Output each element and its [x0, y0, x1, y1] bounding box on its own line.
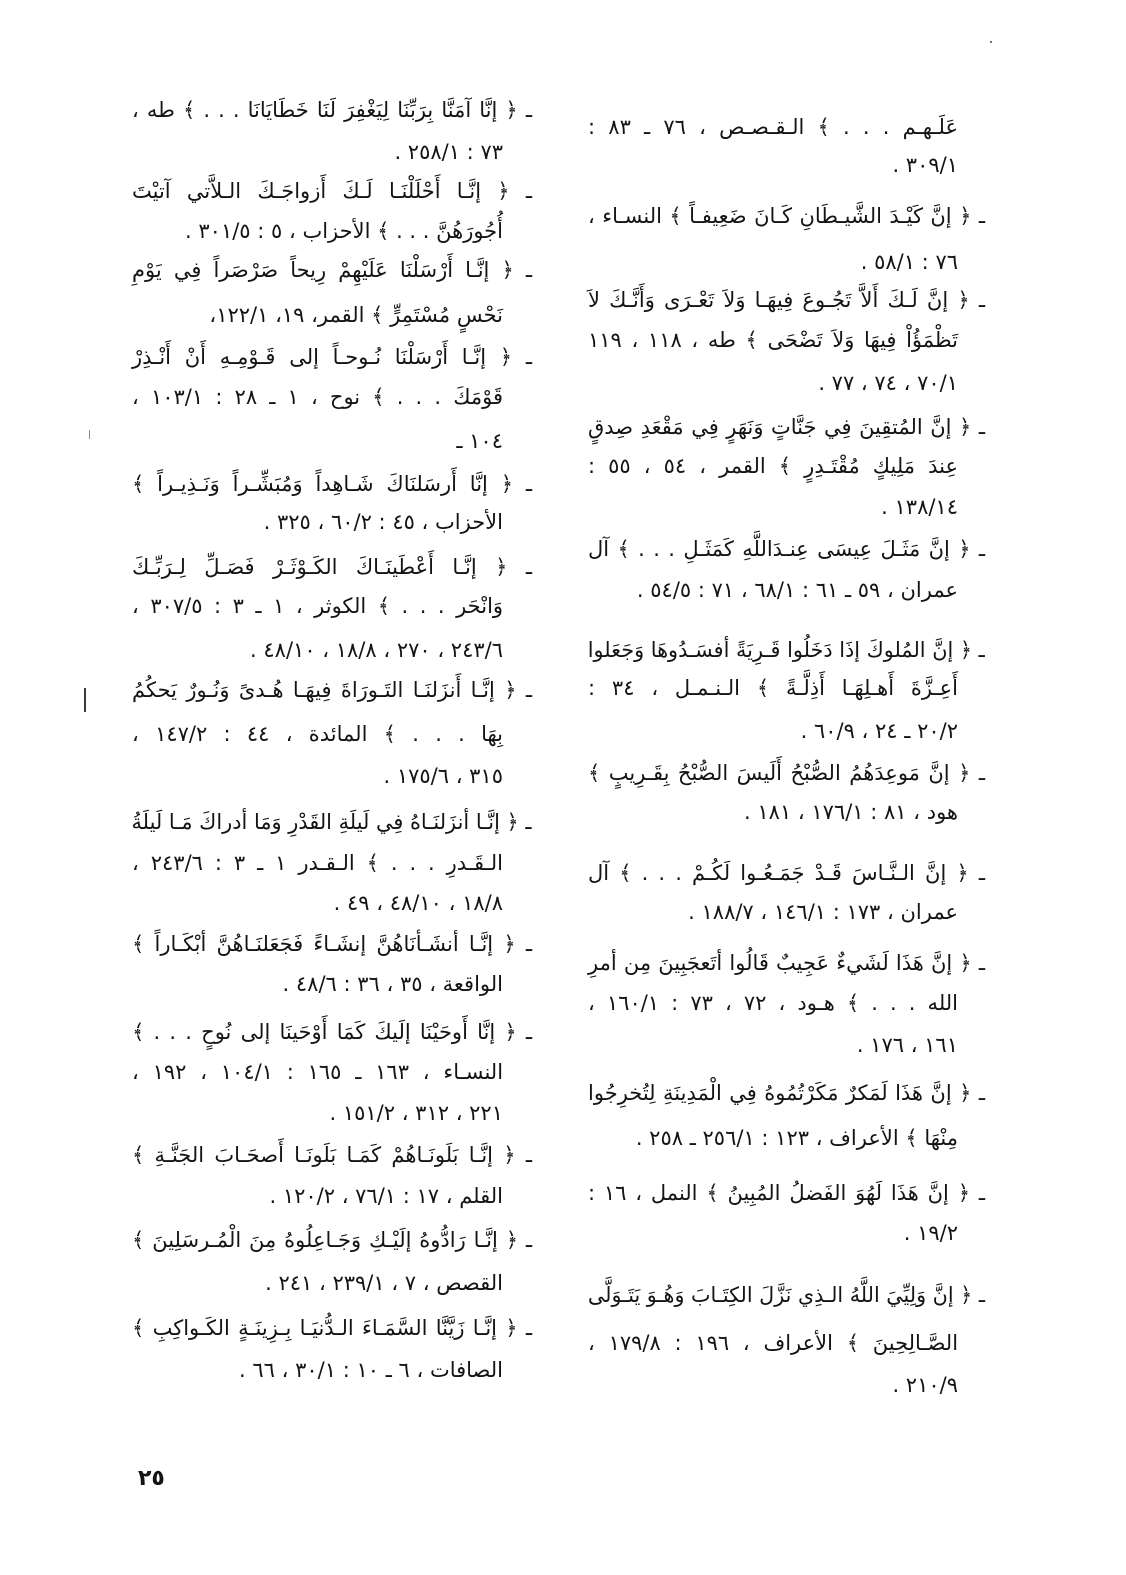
index-line-text: تَظْمَؤُاْ فِيهَا وَلاَ تَضْحَى ﴾ طه ، ١١٨ ، ١١٩ [587, 328, 958, 352]
scan-mark [990, 41, 992, 43]
index-line-text: قَوْمَكَ . . . ﴾ نوح ، ١ ـ ٢٨ : ١٠٣/١ ، [132, 385, 503, 409]
index-line [132, 337, 532, 377]
index-line [132, 464, 532, 504]
index-line-text: هود ، ٨١ : ١٧٦/١ ، ١٨١ . [744, 800, 958, 824]
index-line-text: ـ ﴿ إنَّ هَذَا لَمَكرٌ مَكَرْتُمُوهُ فِي الْمَدِينَةِ لِتُخرِجُوا [588, 1081, 985, 1105]
index-line-text: ـ ﴿ إنَّ هَذَا لَشَيءٌ عَجِيبٌ قَالُوا أتَعجَبِينَ مِن أمرِ [588, 951, 985, 975]
index-line-text: ـ ﴿ إنَّـا أَحْلَلْنَـا لَـكَ أَزواجَـكَ الـلاَّتي آتيْتَ [131, 179, 532, 203]
index-line-text: ٢٠/٢ ـ ٢٤ ، ٦٠/٩ . [800, 719, 958, 743]
index-line [132, 1350, 503, 1390]
index-line-text: ١٦١ ، ١٧٦ . [856, 1033, 958, 1057]
index-line [132, 90, 532, 130]
index-line-text: الصافات ، ٦ ـ ١٠ : ٣٠/١ ، ٦٦ . [239, 1358, 503, 1382]
index-line-text: ـ ﴿ إنَّا آمَنَّا بِرَبِّنَا لِيَغْفِرَ لَنَا خَطَايَانَا . . . ﴾ طه ، [132, 98, 532, 122]
index-line [132, 502, 503, 542]
index-line [132, 1176, 503, 1216]
index-line [132, 670, 532, 710]
index-line-text: عِندَ مَلِيكٍ مُقْتَـدِرٍ ﴾ القمر ، ٥٤ ، ٥٥ : [588, 454, 958, 478]
index-line-text: ـ ﴿ إنَّـا رَادُّوهُ إلَيْـكِ وَجَـاعِلُوهُ مِنَ الْمُـرسَلِينَ ﴾ [132, 1228, 532, 1252]
index-line-text: ٢٢١ ، ٣١٢ ، ١٥١/٢ . [329, 1101, 503, 1125]
index-line-text: وَانْحَر . . . ﴾ الكوثر ، ١ ـ ٣ : ٣٠٧/٥ ، [131, 594, 503, 618]
index-line-text: عمران ، ٥٩ ـ ٦١ : ٦٨/١ ، ٧١ : ٥٤/٥ . [636, 578, 958, 602]
index-line-text: النسـاء ، ١٦٣ ـ ١٦٥ : ١٠٤/١ ، ١٩٢ ، [131, 1060, 503, 1084]
index-line-text: ـ ﴿ إنَّا أَوحَيْنَا إلَيكَ كَمَا أَوْحَينَا إلى نُوحٍ . . . ﴾ [132, 1020, 532, 1044]
index-line-text: ـ ﴿ إنَّ المُتقِينَ فِي جَنَّاتٍ وَنَهَرٍ فِي مَقْعَدِ صِدقٍ [587, 415, 985, 439]
scan-mark [84, 688, 86, 712]
index-line [132, 843, 503, 883]
index-line-text: ـ ﴿ إنَّ المُلوكَ إذَا دَخَلُوا قَـرِيَةً أفسَـدُوهَا وَجَعَلوا [588, 638, 985, 662]
index-line [132, 1012, 532, 1052]
index-line-text: ـ ﴿ إنَّـا أَعْطَينَـاكَ الكَـوْثَـرْ فَصَـلِّ لِـرَبِّـكَ [132, 555, 532, 579]
index-line-text: القلم ، ١٧ : ٧٦/١ ، ١٢٠/٢ . [269, 1184, 503, 1208]
page-number: ٢٥ [138, 1466, 165, 1491]
index-line-text: ٧٦ : ٥٨/١ . [860, 250, 958, 274]
index-line [132, 377, 503, 417]
index-line [132, 756, 503, 796]
index-line-text: ٧٠/١ ، ٧٤ ، ٧٧ . [818, 371, 958, 395]
index-line [132, 132, 503, 172]
index-line-text: القصص ، ٧ ، ٢٣٩/١ ، ٢٤١ . [265, 1271, 503, 1295]
index-line-text: ـ ﴿ إنَّ مَثَـلَ عِيسَى عِنـدَاللَّهِ كَمَثَـلِ . . . ﴾ آل [588, 537, 985, 561]
index-line-text: بِهَا . . . ﴾ المائدة ، ٤٤ : ١٤٧/٢ ، [132, 722, 503, 746]
index-line-text: مِنْهَا ﴾ الأعراف ، ١٢٣ : ٢٥٦/١ ـ ٢٥٨ . [635, 1126, 958, 1150]
index-line [132, 421, 503, 461]
index-line-text: ـ ﴿ إنَّـا أَرْسَلْنَا نُـوحـاً إلى قَـوْمِـهِ أَنْ أَنْـذِرْ [132, 345, 532, 369]
index-line-text: ٣١٥ ، ١٧٥/٦ . [383, 764, 503, 788]
index-line-text: ٧٣ : ٢٥٨/١ . [394, 140, 503, 164]
index-line-text: الله . . . ﴾ هـود ، ٧٢ ، ٧٣ : ١٦٠/١ ، [588, 991, 958, 1015]
index-line-text: أُجُورَهُنَّ . . . ﴾ الأحزاب ، ٥ : ٣٠١/٥ . [185, 219, 503, 243]
index-line-text: ٢٤٣/٦ ، ٢٧٠ ، ١٨/٨ ، ٤٨/١٠ . [250, 638, 503, 662]
index-line-text: ـ ﴿ إنَّا أَرسَلنَاكَ شَـاهِداً وَمُبَشِّـراً وَنَـذِيـراً ﴾ [132, 472, 532, 496]
index-line [132, 1093, 503, 1133]
index-line [132, 1263, 503, 1303]
index-line [132, 1220, 532, 1260]
index-line-text: نَحْسٍ مُسْتَمِرٍّ ﴾ القمر، ١٩، ١٢٢/١، [209, 303, 503, 327]
index-line-text: الصَّـالِحِينَ ﴾ الأعراف ، ١٩٦ : ١٧٩/٨ ، [588, 1331, 958, 1355]
index-line-text: ـ ﴿ إنَّ كَيْـدَ الشَّيـطَانِ كَـانَ ضَعِيفـاً ﴾ النسـاء ، [588, 204, 985, 228]
index-line-text: عَلَـهـم . . . ﴾ الـقـصـص ، ٧٦ ـ ٨٣ : [588, 115, 958, 139]
index-line-text: ـ ﴿ إنَّ لَـكَ أَلاَّ تَجُـوعَ فِيهَـا وَلاَ تَعْـرَى وَأَنَّـكَ لاَ [588, 288, 985, 312]
index-line-text: ـ ﴿ إنَّ هَذَا لَهُوَ الفَضلُ المُبِينُ ﴾ النمل ، ١٦ : [588, 1181, 985, 1205]
index-line-text: الأحزاب ، ٤٥ : ٦٠/٢ ، ٣٢٥ . [263, 510, 503, 534]
index-line-text: ـ ﴿ إنَّـا بَلَونَـاهُمْ كَمَـا بَلَونَـا أَصحَـابَ الجَنَّـةِ ﴾ [131, 1143, 532, 1167]
index-line-text: ـ ﴿ إنَّـا أنشَـأنَاهُنَّ إنشَـاءً فَجَعَلنَـاهُنَّ أبْكَـاراً ﴾ [132, 932, 532, 956]
index-line-text: ـ ﴿ إنَّـا أَنزَلنَـا التَـورَاةَ فِيهَـا هُـدىً وَنُـورٌ يَحكُمُ [132, 678, 532, 702]
index-line-text: الـقَـدرِ . . . ﴾ الـقـدر ١ ـ ٣ : ٢٤٣/٦ ، [132, 851, 503, 875]
index-line [132, 295, 503, 335]
index-line-text: ـ ﴿ إنَّ مَوعِدَهُمُ الصُّبْحُ أَلَيسَ الصُّبْحُ بِقَـرِيبٍ ﴾ [588, 761, 985, 785]
index-line-text: ٢١٠/٩ . [892, 1373, 958, 1397]
index-line [132, 1052, 503, 1092]
index-line-text: ١٨/٨ ، ٤٨/١٠ ، ٤٩ . [333, 891, 503, 915]
index-line-text: أَعِـزَّةَ أَهـلِهَـا أَذِلَّـةً ﴾ الـنـمـل ، ٣٤ : [588, 676, 958, 700]
index-line [132, 883, 503, 923]
index-line [132, 802, 532, 842]
index-line-text: ١٠٤ ـ [456, 429, 503, 453]
index-line-text: الواقعة ، ٣٥ ، ٣٦ : ٤٨/٦ . [282, 972, 503, 996]
index-line-text: عمران ، ١٧٣ : ١٤٦/١ ، ١٨٨/٧ . [688, 900, 958, 924]
index-line-text: ـ ﴿ إنَّـا أَرْسَلْنَا عَلَيْهِمْ رِيحاً صَرْصَراً فِي يَوْمِ [131, 258, 532, 282]
index-line [132, 586, 503, 626]
index-line [132, 1135, 532, 1175]
index-line [132, 964, 503, 1004]
index-line-text: ـ ﴿ إنَّ الـنَّـاسَ قَـدْ جَمَـعُـوا لَكُـمْ . . . ﴾ آل [587, 861, 985, 885]
index-line-text: ـ ﴿ إنَّـا زَيَّنَّا السَّمَـاءَ الـدُّنيَـا بِـزِينَـةٍ الكَـواكِبِ ﴾ [132, 1316, 532, 1340]
index-line [132, 1308, 532, 1348]
index-line [132, 714, 503, 754]
index-line [132, 630, 503, 670]
scan-mark [89, 430, 90, 439]
index-line-text: ـ ﴿ إنَّ وَلِيِّيَ اللَّهُ الـذِي نَزَّلَ الكِتَـابَ وَهُـوَ يَتَـوَلَّى [587, 1283, 985, 1307]
index-line-text: ١٩/٢ . [903, 1221, 958, 1245]
index-line [132, 211, 503, 251]
index-line [132, 250, 532, 290]
index-line-text: ٣٠٩/١ . [892, 153, 958, 177]
index-line [132, 547, 532, 587]
index-line-text: ـ ﴿ إنَّـا أنزَلنَـاهُ فِي لَيلَةِ القَدْرِ وَمَا أدراكَ مَـا لَيلَةُ [131, 810, 532, 834]
index-line [132, 924, 532, 964]
index-line [132, 171, 532, 211]
index-line-text: ١٣٨/١٤ . [881, 495, 958, 519]
